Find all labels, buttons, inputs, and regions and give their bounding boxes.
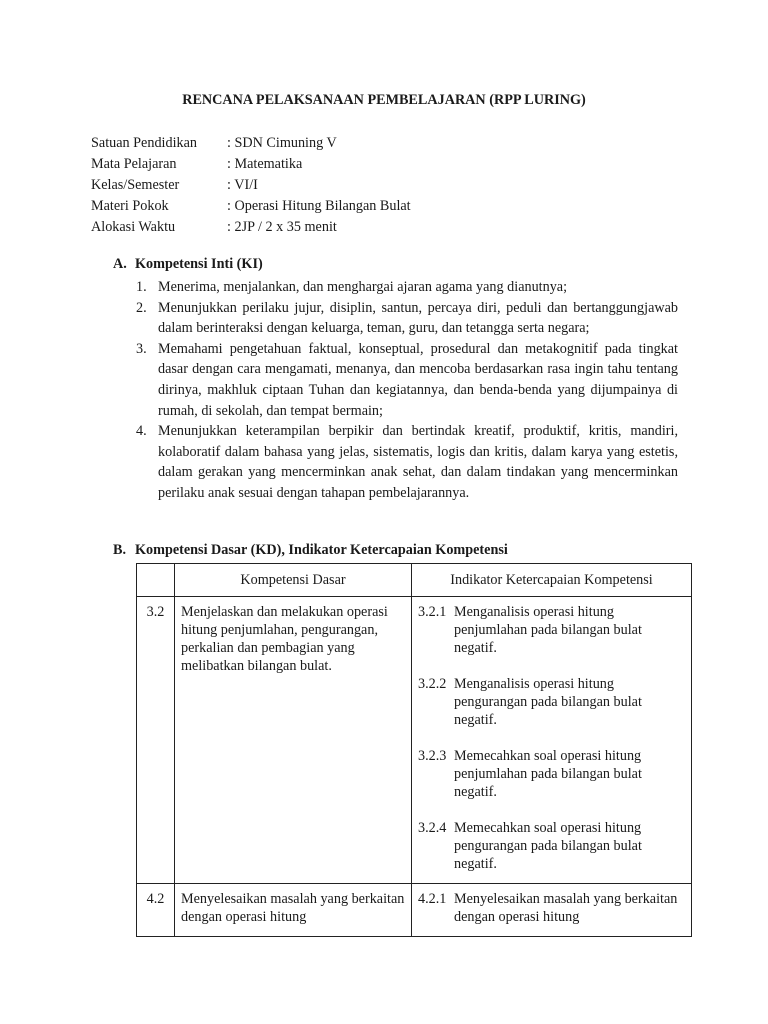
list-number: 2. bbox=[136, 299, 147, 316]
kd-table bbox=[136, 563, 692, 937]
identity-row-materi bbox=[91, 196, 411, 217]
identity-block bbox=[91, 133, 411, 238]
table-row bbox=[137, 597, 692, 884]
header-cell-indicator: Indikator Ketercapaian Kompetensi bbox=[412, 564, 692, 597]
identity-label: Mata Pelajaran bbox=[91, 156, 177, 172]
list-item bbox=[136, 298, 678, 339]
document-title: RENCANA PELAKSANAAN PEMBELAJARAN (RPP LURING) bbox=[182, 92, 586, 108]
ki-list bbox=[136, 277, 678, 504]
list-number: 3. bbox=[136, 340, 147, 357]
header-cell-no bbox=[137, 564, 175, 597]
identity-value: : 2JP / 2 x 35 menit bbox=[227, 219, 337, 235]
identity-value: : SDN Cimuning V bbox=[227, 135, 337, 151]
kd-number: 3.2 bbox=[137, 597, 175, 884]
list-item bbox=[136, 421, 678, 503]
identity-row-alokasi bbox=[91, 217, 411, 238]
list-text: Menerima, menjalankan, dan menghargai ajaran agama yang dianutnya; bbox=[158, 279, 568, 295]
section-letter: B. bbox=[113, 542, 127, 558]
kd-description: Menyelesaikan masalah yang berkaitan dengan operasi hitung bbox=[175, 884, 412, 937]
identity-value: : Operasi Hitung Bilangan Bulat bbox=[227, 198, 411, 214]
section-title: Kompetensi Inti (KI) bbox=[135, 256, 263, 272]
identity-label: Kelas/Semester bbox=[91, 177, 180, 193]
identity-row-satuan bbox=[91, 133, 411, 154]
indicator-text: Menganalisis operasi hitung pengurangan pada bilangan bulat negatif. bbox=[454, 676, 642, 728]
identity-label: Materi Pokok bbox=[91, 198, 169, 214]
indicator-cell bbox=[412, 884, 692, 937]
indicator-code: 3.2.4 bbox=[418, 820, 447, 836]
list-item bbox=[136, 277, 678, 298]
identity-label: Alokasi Waktu bbox=[91, 219, 176, 235]
table-row bbox=[137, 884, 692, 937]
identity-row-kelas bbox=[91, 175, 411, 196]
indicator-code: 3.2.2 bbox=[418, 676, 447, 692]
header-cell-kd: Kompetensi Dasar bbox=[175, 564, 412, 597]
list-text: Menunjukkan perilaku jujur, disiplin, santun, percaya diri, peduli dan bertanggungjawab dalam berinteraksi dengan keluarga, teman, guru, dan tetangga serta negara; bbox=[158, 299, 678, 337]
identity-value: : Matematika bbox=[227, 156, 303, 172]
indicator-text: Memecahkan soal operasi hitung pengurangan pada bilangan bulat negatif. bbox=[454, 820, 642, 872]
section-b-heading bbox=[113, 542, 508, 559]
list-item bbox=[136, 339, 678, 421]
indicator-code: 3.2.1 bbox=[418, 604, 447, 620]
indicator-item bbox=[418, 747, 685, 801]
indicator-item bbox=[418, 819, 685, 873]
indicator-text: Menyelesaikan masalah yang berkaitan dengan operasi hitung bbox=[454, 891, 678, 925]
identity-value: : VI/I bbox=[227, 177, 258, 193]
list-number: 1. bbox=[136, 279, 147, 295]
indicator-item bbox=[418, 675, 685, 729]
indicator-code: 3.2.3 bbox=[418, 748, 447, 764]
indicator-item bbox=[418, 890, 685, 926]
table-header-row bbox=[137, 564, 692, 597]
identity-row-mapel bbox=[91, 154, 411, 175]
list-number: 4. bbox=[136, 423, 147, 440]
section-title: Kompetensi Dasar (KD), Indikator Ketercapaian Kompetensi bbox=[135, 542, 508, 558]
kd-description: Menjelaskan dan melakukan operasi hitung penjumlahan, pengurangan, perkalian dan pembagian yang melibatkan bilangan bulat. bbox=[175, 597, 412, 884]
indicator-text: Memecahkan soal operasi hitung penjumlahan pada bilangan bulat negatif. bbox=[454, 748, 642, 800]
indicator-text: Menganalisis operasi hitung penjumlahan pada bilangan bulat negatif. bbox=[454, 604, 642, 656]
kd-number: 4.2 bbox=[137, 884, 175, 937]
indicator-cell bbox=[412, 597, 692, 884]
indicator-code: 4.2.1 bbox=[418, 891, 447, 907]
section-letter: A. bbox=[113, 256, 127, 272]
section-a-heading bbox=[113, 256, 263, 273]
identity-label: Satuan Pendidikan bbox=[91, 135, 197, 151]
list-text: Menunjukkan keterampilan berpikir dan bertindak kreatif, produktif, kritis, mandiri, kolaboratif dalam bahasa yang jelas, sistematis, logis dan kritis, dalam karya yang estetis, dalam gerakan yang mencerminkan anak sehat, dan dalam tindakan yang mencerminkan perilaku anak sesuai dengan tahapan pembelajarannya. bbox=[158, 423, 678, 501]
list-text: Memahami pengetahuan faktual, konseptual, prosedural dan metakognitif pada tingkat dasar dengan cara mengamati, menanya, dan mencoba berdasarkan rasa ingin tahu tentang dirinya, makhluk ciptaan Tuhan dan kegiatannya, dan benda-benda yang dijumpainya di rumah, di sekolah, dan tempat bermain; bbox=[158, 340, 678, 419]
indicator-item bbox=[418, 603, 685, 657]
